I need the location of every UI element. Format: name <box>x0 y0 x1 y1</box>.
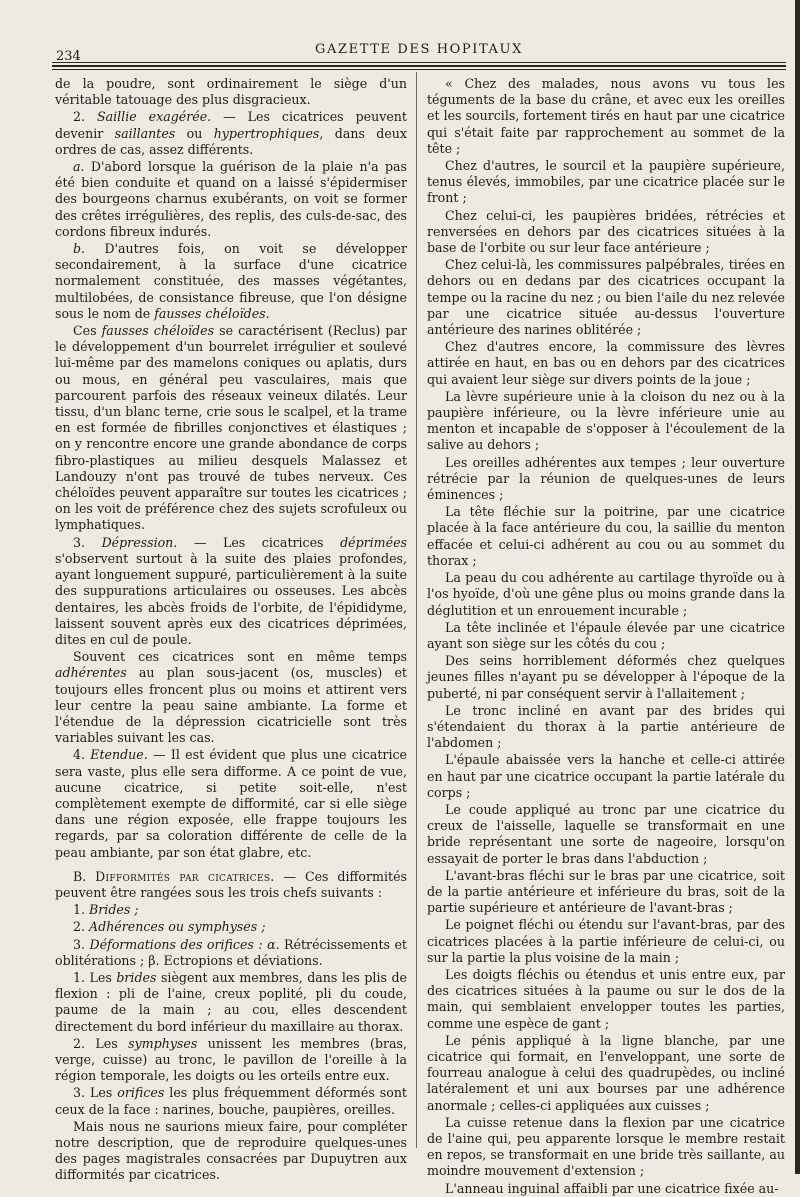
list-item: 2. Adhérences ou symphyses ; <box>73 919 266 935</box>
paragraph: Le poignet fléchi ou étendu sur l'avant-bras, par des cicatrices placées à la partie inférieure de celui-ci, ou sur la partie la plus voisine de la main ; <box>427 917 785 965</box>
paragraph: 2. Les symphyses unissent les membres (bras, verge, cuisse) au tronc, le pavillon de l'oreille à la région temporale, les doigts ou les orteils entre eux. <box>55 1035 407 1084</box>
paragraph: a. D'abord lorsque la guérison de la plaie n'a pas été bien conduite et quand on a laissé s'épidermiser des bourgeons charnus exubérants, on voit se former des crêtes irrégulières, des replis, des culs-de-sac, des cordons fibreux indurés. <box>55 159 407 239</box>
paragraph: Mais nous ne saurions mieux faire, pour compléter notre description, que de reproduire quelques-unes des pages magistrales consacrées par Dupuytren aux difformités par cicatrices. <box>55 1118 407 1183</box>
paragraph: « Chez des malades, nous avons vu tous les téguments de la base du crâne, et avec eux les oreilles et les sourcils, fortement tirés en haut par une cicatrice qui s'était faite par rapprochement au sommet de la tête ; <box>427 76 785 156</box>
list-item: 1. Brides ; <box>73 902 139 918</box>
paragraph: Les doigts fléchis ou étendus et unis entre eux, par des cicatrices situées à la paume ou sur le dos de la main, qui semblaient envelopper toutes les parties, comme une espèce de gant ; <box>427 966 785 1031</box>
paragraph: 2. Saillie exagérée. — Les cicatrices peuvent devenir saillantes ou hypertrophiques, dans deux ordres de cas, assez différents. <box>55 109 408 157</box>
paragraph: L'épaule abaissée vers la hanche et celle-ci attirée en haut par une cicatrice occupant la partie latérale du corps ; <box>427 752 785 800</box>
paragraph: Le pénis appliqué à la ligne blanche, par une cicatrice qui formait, en l'enveloppant, une sorte de fourreau analogue à celui des quadrupèdes, ou incliné latéralement et uni aux bourses par une adhérence anormale ; celles-ci appliquées aux cuisses ; <box>427 1032 785 1113</box>
right-column <box>427 76 785 1196</box>
page-header <box>52 40 786 62</box>
paragraph: Des seins horriblement déformés chez quelques jeunes filles n'ayant pu se développer à l'époque de la puberté, ni par conséquent servir à l'allaitement ; <box>427 653 785 701</box>
paragraph: La cuisse retenue dans la flexion par une cicatrice de l'aine qui, peu apparente lorsque le membre restait en repos, se transformait en une bride très saillante, au moindre mouvement d'extension ; <box>427 1114 785 1179</box>
paragraph: de la poudre, sont ordinairement le siège d'un véritable tatouage des plus disgracieux. <box>55 76 407 108</box>
paragraph: 3. Les orifices les plus fréquemment déformés sont ceux de la face : narines, bouche, paupières, oreilles. <box>55 1085 407 1117</box>
paragraph: L'anneau inguinal affaibli par une cicatrice fixée au- <box>445 1180 779 1196</box>
paragraph: Ces fausses chéloïdes se caractérisent (Reclus) par le développement d'un bourrelet irrégulier et soulevé lui-même par des mamelons coniques ou aplatis, durs ou mous, en général peu vasculaires, mais que parcourent parfois des réseaux veineux dilatés. Leur tissu, d'un blanc terne, crie sous le scalpel, et la trame en est formée de fibrilles conjonctives et élastiques ; on y rencontre encore une grande abondance de corps fibro-plastiques au milieu desquels Malassez et Landouzy n'ont pas trouvé de tubes nerveux. Ces chéloïdes peuvent apparaître sur toutes les cicatrices ; on les voit de préférence chez des sujets scrofuleux ou lymphatiques. <box>55 323 408 533</box>
column-divider <box>416 72 417 1148</box>
paragraph: 3. Dépression. — Les cicatrices déprimées s'observent surtout à la suite des plaies profondes, ayant longuement suppuré, particulièrement à la suite des suppurations articulaires ou osseuses. Les abcès dentaires, les abcès froids de l'orbite, de l'épididyme, laissent souvent après eux des cicatrices déprimées, dites en cul de poule. <box>55 534 407 647</box>
section-heading: B. Difformités par cicatrices. — Ces difformités peuvent être rangées sous les trois chefs suivants : <box>55 868 407 900</box>
paragraph: Chez d'autres, le sourcil et la paupière supérieure, tenus élevés, immobiles, par une cicatrice placée sur le front ; <box>427 158 785 206</box>
list-item: 3. Déformations des orifices : α. Rétrécissements et oblitérations ; β. Ectropions et déviations. <box>55 936 407 968</box>
paragraph: L'avant-bras fléchi sur le bras par une cicatrice, soit de la partie antérieure et inférieure du bras, soit de la partie supérieure et antérieure de l'avant-bras ; <box>427 867 785 916</box>
header-rule <box>52 62 786 63</box>
paragraph: Le tronc incliné en avant par des brides qui s'étendaient du thorax à la partie antérieure de l'abdomen ; <box>427 702 785 751</box>
paragraph: 1. Les brides siègent aux membres, dans les plis de flexion : pli de l'aine, creux poplité, pli du coude, paume de la main ; au cou, elles descendent directement du bord inférieur du maxillaire au thorax. <box>55 969 407 1034</box>
paragraph: La tête inclinée et l'épaule élevée par une cicatrice ayant son siège sur les côtés du cou ; <box>427 619 785 651</box>
page-number: 234 <box>56 49 81 64</box>
page-edge <box>795 0 800 1174</box>
paragraph: Chez celui-ci, les paupières bridées, rétrécies et renversées en dehors par des cicatrices situées à la base de l'orbite ou sur leur face antérieure ; <box>427 207 785 256</box>
paragraph: Les oreilles adhérentes aux tempes ; leur ouverture rétrécie par la réunion de quelques-unes de leurs éminences ; <box>427 454 785 503</box>
paragraph: La peau du cou adhérente au cartilage thyroïde ou à l'os hyoïde, d'où une gêne plus ou moins grande dans la déglutition et un enrouement incurable ; <box>427 570 785 618</box>
paragraph: Chez d'autres encore, la commissure des lèvres attirée en haut, en bas ou en dehors par des cicatrices qui avaient leur siège sur divers points de la joue ; <box>427 339 785 387</box>
header-rule-thick <box>52 65 786 67</box>
paragraph: Chez celui-là, les commissures palpébrales, tirées en dehors ou en dedans par des cicatrices occupant la tempe ou la racine du nez ; ou bien l'aile du nez relevée par une cicatrice située au-dessus l'ouverture antérieure des narines oblitérée ; <box>427 257 785 338</box>
left-column <box>55 76 408 1183</box>
paragraph: La lèvre supérieure unie à la cloison du nez ou à la paupière inférieure, ou la lèvre inférieure unie au menton et incapable de s'opposer à l'écoulement de la salive au dehors ; <box>427 388 785 453</box>
paragraph: 4. Etendue. — Il est évident que plus une cicatrice sera vaste, plus elle sera difforme. A ce point de vue, aucune cicatrice, si petite soit-elle, n'est complètement exempte de difformité, car si elle siège dans une région exposée, elle frappe toujours les regards, par sa coloration différente de celle de la peau ambiante, par son état glabre, etc. <box>55 747 407 860</box>
paragraph: b. D'autres fois, on voit se développer secondairement, à la surface d'une cicatrice normalement constituée, des masses végétantes, multilobées, de consistance fibreuse, que l'on désigne sous le nom de fausses chéloïdes. <box>55 241 407 321</box>
paragraph: La tête fléchie sur la poitrine, par une cicatrice placée à la face antérieure du cou, la saillie du menton effacée et celui-ci adhérent au cou ou au sommet du thorax ; <box>427 504 785 568</box>
paragraph: Souvent ces cicatrices sont en même temps adhérentes au plan sous-jacent (os, muscles) et toujours elles froncent plus ou moins et attirent vers leur centre la peau saine ambiante. La forme et l'étendue de la dépression cicatricielle sont très variables suivant les cas. <box>55 649 407 746</box>
paragraph: Le coude appliqué au tronc par une cicatrice du creux de l'aisselle, laquelle se transformait en une bride représentant une sorte de nageoire, lorsqu'on essayait de porter le bras dans l'abduction ; <box>427 801 785 866</box>
running-title: GAZETTE DES HOPITAUX <box>315 42 523 57</box>
header-rule-lower <box>52 69 786 70</box>
